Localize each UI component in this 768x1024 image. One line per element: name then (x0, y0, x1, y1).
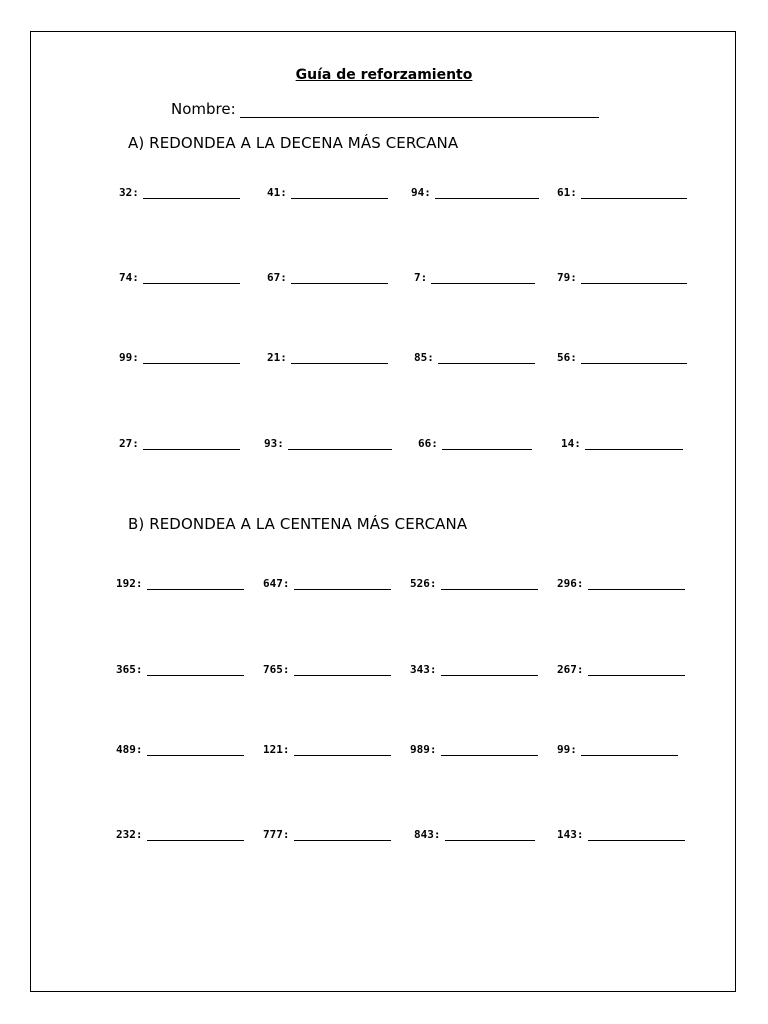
answer-blank-line[interactable] (445, 829, 535, 841)
exercise-number: 192: (116, 577, 143, 590)
answer-blank-line[interactable] (143, 352, 240, 364)
answer-blank-line[interactable] (441, 744, 538, 756)
section-a-heading: A) REDONDEA A LA DECENA MÁS CERCANA (128, 134, 459, 152)
exercise-item (263, 828, 391, 841)
exercise-number: 74: (119, 271, 139, 284)
answer-blank-line[interactable] (588, 829, 685, 841)
exercise-item (263, 663, 391, 676)
exercise-number: 79: (557, 271, 577, 284)
exercise-item (557, 351, 687, 364)
exercise-item (116, 577, 244, 590)
exercise-item (410, 577, 538, 590)
answer-blank-line[interactable] (143, 272, 240, 284)
exercise-item (264, 437, 392, 450)
exercise-item (267, 186, 388, 199)
exercise-item (557, 828, 685, 841)
exercise-number: 56: (557, 351, 577, 364)
exercise-number: 14: (561, 437, 581, 450)
exercise-item (410, 743, 538, 756)
answer-blank-line[interactable] (581, 744, 678, 756)
answer-blank-line[interactable] (441, 664, 538, 676)
exercise-number: 27: (119, 437, 139, 450)
exercise-number: 647: (263, 577, 290, 590)
exercise-number: 343: (410, 663, 437, 676)
exercise-number: 61: (557, 186, 577, 199)
exercise-number: 93: (264, 437, 284, 450)
exercise-item (119, 186, 240, 199)
exercise-number: 121: (263, 743, 290, 756)
answer-blank-line[interactable] (588, 578, 685, 590)
answer-blank-line[interactable] (294, 829, 391, 841)
exercise-item (414, 828, 535, 841)
answer-blank-line[interactable] (147, 744, 244, 756)
answer-blank-line[interactable] (294, 664, 391, 676)
exercise-number: 99: (119, 351, 139, 364)
answer-blank-line[interactable] (291, 187, 388, 199)
exercise-number: 66: (418, 437, 438, 450)
exercise-number: 989: (410, 743, 437, 756)
answer-blank-line[interactable] (431, 272, 535, 284)
answer-blank-line[interactable] (581, 352, 687, 364)
answer-blank-line[interactable] (143, 438, 240, 450)
exercise-item (557, 663, 685, 676)
answer-blank-line[interactable] (291, 352, 388, 364)
answer-blank-line[interactable] (435, 187, 539, 199)
exercise-item (414, 351, 535, 364)
answer-blank-line[interactable] (147, 578, 244, 590)
exercise-item (418, 437, 532, 450)
exercise-item (557, 577, 685, 590)
answer-blank-line[interactable] (147, 664, 244, 676)
answer-blank-line[interactable] (294, 744, 391, 756)
answer-blank-line[interactable] (438, 352, 535, 364)
answer-blank-line[interactable] (581, 187, 687, 199)
answer-blank-line[interactable] (291, 272, 388, 284)
exercise-item (116, 663, 244, 676)
exercise-item (410, 663, 538, 676)
answer-blank-line[interactable] (143, 187, 240, 199)
exercise-number: 777: (263, 828, 290, 841)
name-blank-line[interactable] (240, 101, 599, 118)
exercise-item (561, 437, 683, 450)
name-label: Nombre: (171, 100, 236, 118)
name-field (171, 100, 599, 118)
answer-blank-line[interactable] (581, 272, 687, 284)
exercise-number: 143: (557, 828, 584, 841)
exercise-number: 7: (414, 271, 428, 284)
answer-blank-line[interactable] (147, 829, 244, 841)
answer-blank-line[interactable] (585, 438, 683, 450)
section-b-heading: B) REDONDEA A LA CENTENA MÁS CERCANA (128, 515, 468, 533)
answer-blank-line[interactable] (294, 578, 391, 590)
exercise-number: 67: (267, 271, 287, 284)
exercise-number: 296: (557, 577, 584, 590)
exercise-item (557, 186, 687, 199)
exercise-number: 21: (267, 351, 287, 364)
answer-blank-line[interactable] (288, 438, 392, 450)
exercise-item (267, 351, 388, 364)
exercise-number: 99: (557, 743, 577, 756)
page-border (30, 31, 736, 992)
exercise-number: 85: (414, 351, 434, 364)
exercise-item (116, 743, 244, 756)
exercise-item (116, 828, 244, 841)
exercise-number: 232: (116, 828, 143, 841)
exercise-item (119, 437, 240, 450)
exercise-item (411, 186, 539, 199)
worksheet-title: Guía de reforzamiento (295, 67, 473, 83)
exercise-number: 94: (411, 186, 431, 199)
exercise-item (119, 271, 240, 284)
exercise-item (263, 577, 391, 590)
answer-blank-line[interactable] (442, 438, 532, 450)
exercise-number: 765: (263, 663, 290, 676)
exercise-item (557, 271, 687, 284)
answer-blank-line[interactable] (588, 664, 685, 676)
exercise-number: 32: (119, 186, 139, 199)
exercise-number: 489: (116, 743, 143, 756)
exercise-number: 267: (557, 663, 584, 676)
exercise-item (263, 743, 391, 756)
exercise-number: 843: (414, 828, 441, 841)
answer-blank-line[interactable] (441, 578, 538, 590)
exercise-number: 41: (267, 186, 287, 199)
exercise-number: 526: (410, 577, 437, 590)
exercise-item (557, 743, 678, 756)
exercise-item (414, 271, 535, 284)
exercise-number: 365: (116, 663, 143, 676)
exercise-item (267, 271, 388, 284)
exercise-item (119, 351, 240, 364)
